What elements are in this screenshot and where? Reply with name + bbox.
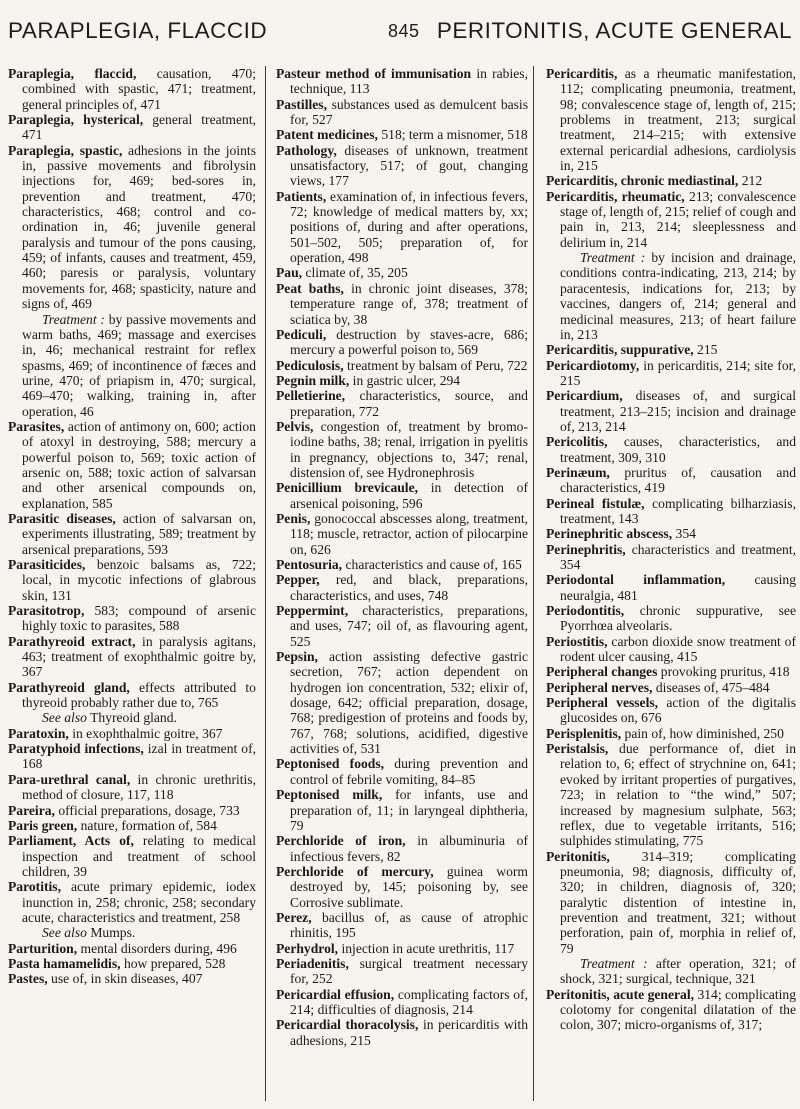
index-locators: by passive movements and warm baths, 469; massage and exercises in, 46; mechanical restraint for reflex spasms, 469; of incontinence of fæces and urine, 470; of priapism in, 470; surgical, 469–470; walking, training in, after operation, 46 [22,311,256,419]
index-entry [276,941,528,956]
index-locators: 314–319; complicating pneumonia, 98; diagnosis, difficulty of, 320; in children, diagnosis of, 320; paralytic distention of intestine in, prevention and treatment, 321; without perforation, pain of, morphia in relief of, 79 [560,848,796,956]
index-term: Perchloride of iron, [276,833,406,849]
index-locators: in detection of arsenical poisoning, 596 [290,480,528,511]
index-locators: treatment by balsam of Peru, 722 [347,357,528,373]
index-subheading: See also [42,710,87,726]
index-entry [546,680,796,695]
index-entry [276,649,528,756]
index-entry [276,572,528,603]
index-columns [8,66,796,1101]
index-locators: in exophthalmic goitre, 367 [72,725,223,741]
index-term: Patent medicines, [276,127,378,143]
index-term: Pericardium, [546,388,623,404]
index-locators: as a rheumatic manifestation, 112; complicating pneumonia, treatment, 98; convalescence stage of, length of, 215; problems in treatment, 213; surgical treatment, 214–215; with extensive external pericardial adhesions, cardiolysis in, 215 [560,66,796,174]
index-entry [276,480,528,511]
index-locators: in rabies, technique, 113 [290,66,528,97]
index-entry [8,956,256,971]
index-entry [8,925,256,940]
index-locators: use of, in skin diseases, 407 [51,971,203,987]
index-term: Penicillium brevicaule, [276,480,419,496]
index-locators: Mumps. [90,925,136,941]
index-entry [8,419,256,511]
index-locators: pruritus of, causation and characteristics, 419 [560,464,796,496]
index-term: Pegnin milk, [276,372,350,388]
index-locators: carbon dioxide snow treatment of rodent ulcer causing, 415 [560,633,796,665]
index-term: Pasta hamamelidis, [8,955,121,971]
index-locators: injection in acute urethritis, 117 [341,940,515,956]
index-entry [8,680,256,711]
index-locators: action of antimony on, 600; action of atoxyl in destroying, 588; mercury a powerful poison to, 569; toxic action of arsenic on, 588; toxic action of salvarsan and other arsenical compounds on, explanation, 585 [22,418,256,511]
index-term: Peristalsis, [546,741,609,757]
index-locators: relating to medical inspection and treatment of school children, 39 [22,833,256,879]
index-entry [546,987,796,1033]
index-entry [8,511,256,557]
index-locators: congestion of, treatment by bromo-iodine baths, 38; renal, irrigation in pyelitis in pregnancy, objections to, 347; renal, distension of, see Hydronephrosis [290,418,528,480]
index-locators: climate of, 35, 205 [305,265,408,281]
index-term: Parliament, Acts of, [8,833,134,849]
index-entry [276,910,528,941]
index-entry [276,419,528,480]
index-locators: destruction by staves-acre, 686; mercury a powerful poison to, 569 [290,326,528,358]
index-term: Perchloride of mercury, [276,863,434,879]
index-locators: action of salvarsan on, experiments illustrating, 589; treatment by arsenical preparations, 593 [22,510,256,557]
index-subheading: Treatment : [42,311,105,327]
index-locators: official preparations, dosage, 733 [58,802,240,818]
index-locators: characteristics and cause of, 165 [345,557,522,572]
index-locators: 583; compound of arsenic highly toxic to parasites, 588 [22,603,256,634]
index-term: Pepper, [276,572,320,588]
index-entry [8,634,256,680]
index-entry [8,941,256,956]
index-term: Pareira, [8,802,55,818]
index-term: Peat baths, [276,280,344,296]
index-locators: effects attributed to thyreoid probably rather due to, 765 [22,679,256,711]
index-term: Para-urethral canal, [8,771,131,787]
index-term: Pericardiotomy, [546,357,640,373]
index-entry [546,542,796,573]
index-term: Pastes, [8,971,48,987]
index-column-1 [8,66,256,1101]
index-locators: characteristics, source, and preparation, 772 [290,388,528,419]
index-term: Periadenitis, [276,955,349,971]
index-term: Peritonitis, acute general, [546,986,695,1002]
index-entry [546,572,796,603]
index-term: Pathology, [276,142,337,158]
index-entry [8,726,256,741]
index-locators: surgical treatment necessary for, 252 [290,955,528,987]
index-term: Pasteur method of immunisation [276,66,472,81]
index-entry [276,327,528,358]
index-entry [276,833,528,864]
index-locators: for infants, use and preparation of, 11; in laryngeal diphtheria, 79 [290,787,528,833]
index-term: Paris green, [8,817,78,833]
index-term: Patients, [276,188,327,204]
index-entry [546,189,796,250]
index-locators: characteristics, preparations, and uses, 747; oil of, as flavouring agent, 525 [290,603,528,649]
index-term: Peripheral vessels, [546,695,659,711]
index-entry [546,526,796,541]
index-locators: how prepared, 528 [123,955,226,971]
index-locators: in chronic urethritis, method of closure, 117, 118 [22,771,256,803]
index-entry [276,557,528,572]
index-locators: mental disorders during, 496 [80,940,237,956]
index-locators: action of the digitalis glucosides on, 676 [560,695,796,726]
index-entry [546,726,796,741]
index-entry [8,833,256,879]
index-entry [276,373,528,388]
index-entry [8,66,256,112]
running-head-right: PERITONITIS, ACUTE GENERAL [436,18,792,43]
index-entry [276,358,528,373]
index-entry [8,312,256,419]
index-entry [276,281,528,327]
index-term: Penis, [276,510,311,526]
index-term: Pau, [276,265,303,281]
index-term: Parathyreoid extract, [8,633,136,649]
page-number: 845 [388,21,420,41]
index-locators: in paralysis agitans, 463; treatment of exophthalmic goitre by, 367 [22,633,256,680]
index-entry [546,741,796,848]
index-locators: in chronic joint diseases, 378; temperature range of, 378; treatment of sciatica by, 38 [290,280,528,327]
index-locators: guinea worm destroyed by, 145; poisoning by, see Corrosive sublimate. [290,863,528,910]
index-locators: chronic suppurative, see Pyorrhœa alveolaris. [560,603,796,634]
index-entry [546,695,796,726]
index-entry [276,265,528,280]
index-column-3 [546,66,796,1101]
index-entry [8,818,256,833]
index-term: Pentosuria, [276,557,343,572]
index-entry [276,127,528,142]
index-entry [8,557,256,603]
index-term: Periodontal inflammation, [546,572,726,588]
index-term: Peptonised foods, [276,756,385,772]
index-entry [276,189,528,266]
index-entry [276,66,528,97]
index-locators: 215 [697,342,718,358]
index-term: Pediculi, [276,326,327,342]
index-entry [546,956,796,987]
index-locators: during prevention and control of febrile vomiting, 84–85 [290,756,528,787]
index-entry [276,97,528,128]
index-term: Parasiticides, [8,557,86,572]
index-locators: by incision and drainage, conditions contra-indicating, 213, 214; by paracentesis, indications for, 213; by vaccines, dangers of, 214; general and medicinal measures, 213; of heart failure in, 213 [560,250,796,342]
index-locators: in albuminuria of infectious fevers, 82 [290,833,528,864]
index-entry [276,143,528,189]
index-term: Pelvis, [276,418,314,434]
index-locators: izal in treatment of, 168 [22,741,256,772]
index-term: Perisplenitis, [546,725,622,741]
index-entry [8,971,256,986]
index-term: Pericarditis, suppurative, [546,342,694,358]
index-entry [8,112,256,143]
index-entry [8,603,256,634]
index-term: Periodontitis, [546,603,625,619]
index-locators: general treatment, 471 [22,112,256,143]
index-entry [8,710,256,725]
index-locators: 213; convalescence stage of, length of, 215; relief of cough and pain in, 213, 214; sleeplessness and delirium in, 214 [560,188,796,250]
index-entry [546,496,796,527]
index-entry [276,388,528,419]
index-entry [8,772,256,803]
index-locators: due performance of, diet in relation to, 6; effect of strychnine on, 641; evoked by irritant properties of purgatives, 723; in relation to “the wind,” 507; increased by magnesium sulphate, 563; reflex, due to vegetable irritants, 516; sulphides stimulating, 775 [560,741,796,849]
index-entry [546,66,796,173]
index-entry [546,173,796,188]
index-term: Parasitic diseases, [8,510,116,526]
index-column-2 [276,66,528,1101]
index-locators: diseases of, 475–484 [655,679,770,695]
index-term: Perez, [276,909,312,925]
index-term: Perinephritic abscess, [546,526,673,542]
index-term: Pastilles, [276,96,327,112]
index-entry [546,465,796,496]
index-term: Paratyphoid infections, [8,741,144,757]
index-entry [8,741,256,772]
index-locators: complicating factors of, 214; difficulties of diagnosis, 214 [290,986,528,1017]
index-locators: red, and black, preparations, characteristics, and uses, 748 [290,572,528,603]
index-entry [276,864,528,910]
index-term: Periostitis, [546,633,608,649]
index-locators: characteristics and treatment, 354 [560,541,796,572]
index-entry [276,987,528,1018]
running-head [8,10,792,50]
index-term: Perineal fistulæ, [546,495,645,511]
index-term: Pericarditis, chronic mediastinal, [546,173,739,189]
index-entry [8,143,256,312]
index-locators: causation, 470; combined with spastic, 471; treatment, general principles of, 471 [22,66,256,112]
index-term: Perhydrol, [276,940,339,956]
index-locators: in pericarditis, 214; site for, 215 [560,357,796,388]
index-locators: benzoic balsams as, 722; local, in mycotic infections of glabrous skin, 131 [22,557,256,603]
index-term: Pericolitis, [546,434,608,450]
index-entry [276,787,528,833]
index-locators: after operation, 321; of shock, 321; surgical, technique, 321 [560,955,796,987]
index-locators: 314; complicating colotomy for congenital dilatation of the colon, 307; micro-organisms of, 317; [560,986,796,1033]
index-subheading: Treatment : [580,250,646,266]
index-locators: examination of, in infectious fevers, 72; knowledge of medical matters by, xx; positions of, during and after operations, 501–502, 505; preparation of, for operation, 498 [290,188,528,266]
index-locators: causing neuralgia, 481 [560,572,796,603]
index-locators: substances used as demulcent basis for, 527 [290,96,528,128]
index-term: Pediculosis, [276,357,344,373]
index-locators: causes, characteristics, and treatment, 309, 310 [560,434,796,465]
index-entry [276,756,528,787]
index-subheading: See also [42,925,87,941]
index-locators: pain of, how diminished, 250 [624,725,784,741]
index-entry [8,803,256,818]
index-term: Pericarditis, rheumatic, [546,188,685,204]
index-locators: bacillus of, as cause of atrophic rhinitis, 195 [290,909,528,941]
index-term: Pericardial thoracolysis, [276,1017,419,1033]
index-term: Pepsin, [276,649,318,665]
index-term: Parasites, [8,418,65,434]
index-locators: complicating bilharziasis, treatment, 143 [560,495,796,526]
index-entry [546,634,796,665]
index-term: Paratoxin, [8,725,69,741]
index-locators: in pericarditis with adhesions, 215 [290,1017,528,1048]
index-locators: action assisting defective gastric secretion, 767; action dependent on hydrogen ion concentration, 532; elixir of, dosage, 642; official preparation, dosage, 768; predigestion of proteins and foods by, 767, 768; solutions, acidified, digestive activities of, 531 [290,649,528,757]
index-entry [8,879,256,925]
index-entry [546,250,796,342]
index-term: Parotitis, [8,879,61,895]
index-term: Peripheral nerves, [546,679,653,695]
index-term: Peppermint, [276,603,349,619]
index-entry [276,511,528,557]
index-entry [546,342,796,357]
index-locators: adhesions in the joints in, passive movements and fibrolysin injections for, 469; bed-sores in, prevention and treatment, 470; characteristics, 468; control and co-ordination in, 46; juvenile general paralysis and tumour of the pons causing, 459; of infants, causes and treatment, 459, 460; paresis or paralysis, voluntary movements for, 468; spasticity, nature and signs of, 469 [22,142,256,312]
index-locators: acute primary epidemic, iodex inunction in, 258; chronic, 258; secondary acute, characteristics and treatment, 258 [22,879,256,925]
index-locators: provoking pruritus, 418 [660,664,790,680]
index-term: Peptonised milk, [276,787,383,803]
index-locators: 354 [675,526,696,542]
index-term: Perinæum, [546,464,610,480]
index-term: Pelletierine, [276,388,346,404]
index-entry [276,1017,528,1048]
index-entry [546,603,796,634]
index-locators: 518; term a misnomer, 518 [381,127,528,143]
index-subheading: Treatment : [580,955,648,971]
index-entry [546,664,796,679]
index-locators: diseases of, and surgical treatment, 213–215; incision and drainage of, 213, 214 [560,388,796,434]
index-entry [546,358,796,389]
index-locators: Thyreoid gland. [90,710,177,726]
index-locators: gonococcal abscesses along, treatment, 118; muscle, retractor, action of pilocarpine on, 626 [290,510,528,557]
index-locators: 212 [741,173,763,189]
index-entry [276,603,528,649]
index-term: Paraplegia, spastic, [8,142,123,158]
index-term: Pericarditis, [546,66,618,81]
index-term: Perinephritis, [546,541,626,557]
index-locators: diseases of unknown, treatment unsatisfactory, 517; of gout, changing views, 177 [290,142,528,189]
index-term: Paraplegia, flaccid, [8,66,137,81]
index-term: Parathyreoid gland, [8,679,130,695]
running-head-left: PARAPLEGIA, FLACCID [8,18,268,43]
index-entry [546,388,796,434]
index-term: Pericardial effusion, [276,986,395,1002]
index-term: Peripheral changes [546,664,658,680]
index-entry [546,849,796,956]
index-entry [276,956,528,987]
index-locators: nature, formation of, 584 [80,817,217,833]
index-entry [546,434,796,465]
index-term: Parasitotrop, [8,603,85,619]
index-term: Paraplegia, hysterical, [8,112,144,128]
index-locators: in gastric ulcer, 294 [352,372,461,388]
index-term: Peritonitis, [546,848,610,864]
index-term: Parturition, [8,940,78,956]
